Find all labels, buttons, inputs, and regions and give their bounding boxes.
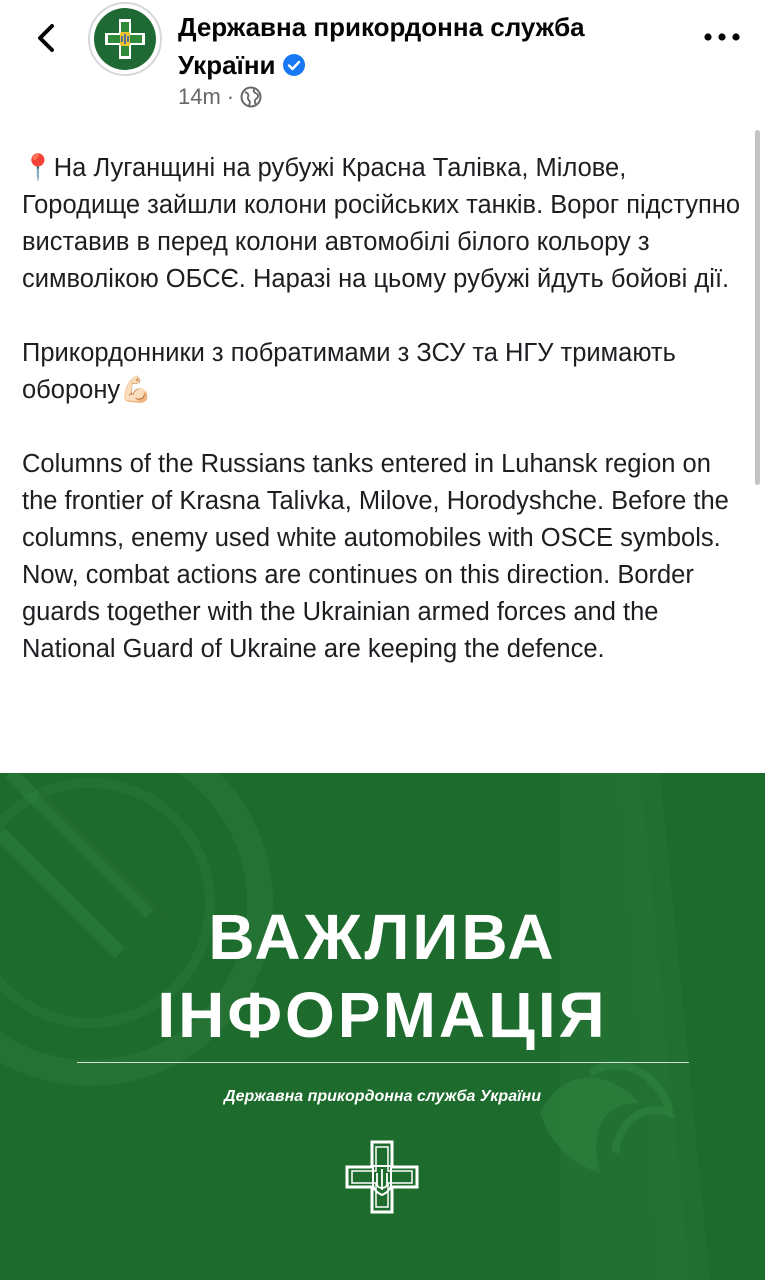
more-options-button[interactable] (700, 24, 744, 48)
chevron-left-icon (35, 23, 57, 53)
post-timestamp[interactable]: 14m (178, 84, 221, 109)
globe-icon (240, 86, 262, 108)
post-paragraph-ukrainian-1 (22, 150, 742, 298)
banner-divider (77, 1062, 689, 1063)
border-guard-emblem-icon (345, 1140, 419, 1214)
back-button[interactable] (26, 18, 66, 58)
border-guard-cross-icon (103, 17, 147, 61)
scrollbar[interactable] (755, 130, 760, 485)
more-horizontal-icon (700, 24, 744, 48)
pin-emoji: 📍 (22, 154, 54, 182)
banner-title-line-1: ВАЖЛИВА (208, 901, 557, 973)
banner-subtitle: Державна прикордонна служба України (224, 1088, 541, 1105)
post-meta (178, 84, 262, 110)
paragraph-2-text: Прикордонники з побратимами з ЗСУ та НГУ тримають оборону (22, 339, 676, 404)
paragraph-1-text: На Луганщині на рубужі Красна Талівка, Мілове, Городище зайшли колони російських танків. Ворог підступно виставив в перед колони автомобілі білого кольору з символікою ОБСЄ. Наразі на цьому рубужі йдуть бойові дії. (22, 154, 741, 293)
page-name[interactable] (178, 8, 648, 84)
banner-title-line-2: ІНФОРМАЦІЯ (157, 979, 608, 1051)
banner-title (0, 898, 765, 1054)
page-name-text: Державна прикордонна служба України (178, 12, 585, 80)
meta-separator: · (226, 84, 235, 109)
post-text (22, 150, 742, 668)
post-paragraph-english (22, 446, 742, 668)
avatar-emblem (94, 8, 156, 70)
page-avatar[interactable] (88, 2, 162, 76)
muscle-emoji: 💪🏻 (120, 376, 152, 404)
post-header (0, 0, 765, 130)
verified-badge-icon (282, 53, 306, 77)
post-paragraph-ukrainian-2 (22, 335, 742, 409)
paragraph-3-text: Columns of the Russians tanks entered in Luhansk region on the frontier of Krasna Talivka, Milove, Horodyshche. Before the columns, enemy used white automobiles with OSCE symbols. Now, combat actions are continues on this direction. Border guards together with the Ukrainian armed forces and the National Guard of Ukraine are keeping the defence. (22, 450, 729, 663)
